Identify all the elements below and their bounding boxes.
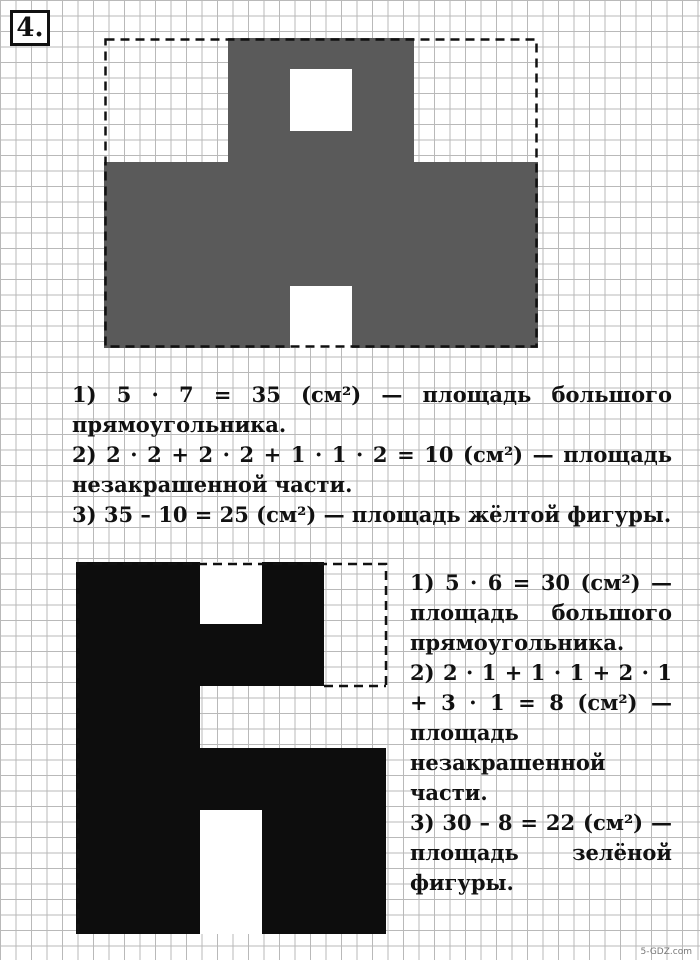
figure-2-hole-bottom bbox=[200, 810, 262, 934]
task-number: 4. bbox=[10, 10, 50, 46]
figure-1 bbox=[104, 38, 538, 348]
figure-2-step-2: 2) 2 · 1 + 1 · 1 + 2 · 1 + 3 · 1 = 8 (см²) — площадь незакрашенной части. bbox=[410, 660, 672, 805]
figure-2-step-1: 1) 5 · 6 = 30 (см²) — площадь большого прямоугольника. bbox=[410, 570, 672, 655]
figure-1-step-3: 3) 35 – 10 = 25 (см²) — площадь жёлтой фигуры. bbox=[72, 502, 672, 527]
figure-1-hole-bottom bbox=[290, 286, 352, 348]
figure-2-step-3: 3) 30 – 8 = 22 (см²) — площадь зелёной фигуры. bbox=[410, 810, 672, 895]
figure-1-solution bbox=[72, 380, 672, 530]
figure-2-solution bbox=[410, 568, 672, 898]
figure-1-step-2: 2) 2 · 2 + 2 · 2 + 1 · 1 · 2 = 10 (см²) — площадь незакрашенной части. bbox=[72, 442, 672, 497]
watermark: 5-GDZ.com bbox=[640, 947, 692, 957]
figure-2-hole-top bbox=[200, 562, 262, 624]
figure-2 bbox=[76, 562, 388, 934]
figure-2-left-column bbox=[76, 562, 200, 934]
figure-1-step-1: 1) 5 · 7 = 35 (см²) — площадь большого прямоугольника. bbox=[72, 382, 672, 437]
figure-1-hole-top bbox=[290, 69, 352, 131]
